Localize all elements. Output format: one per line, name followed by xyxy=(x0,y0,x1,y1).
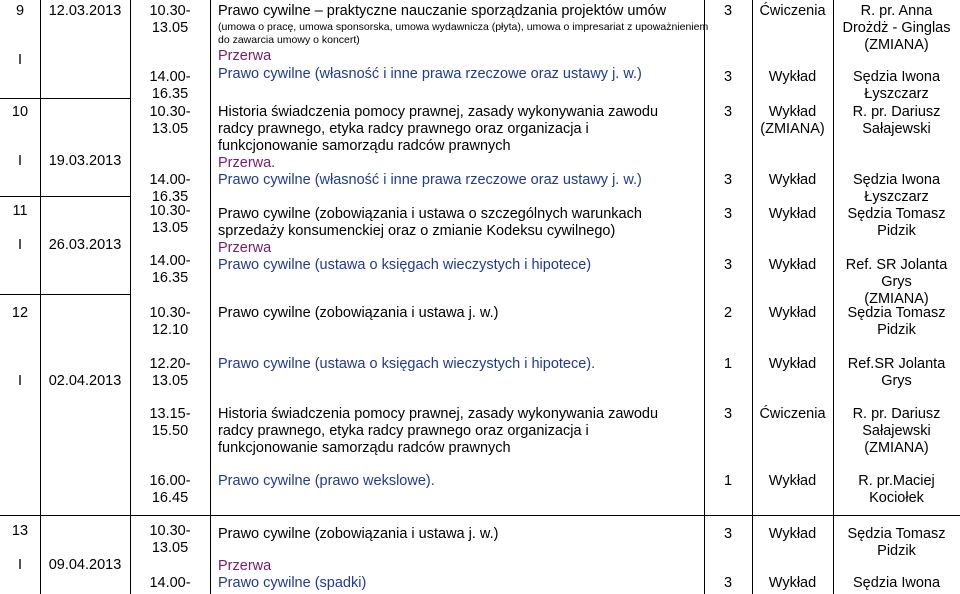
time-start: 10.30- xyxy=(149,3,191,19)
time-start: 12.20- xyxy=(149,356,191,372)
time-start: 14.00- xyxy=(149,69,191,85)
time-start: 14.00- xyxy=(149,575,191,591)
subject-line: radcy prawnego, etyka radcy prawnego oraz organizacja i xyxy=(218,121,589,137)
hours-count: 3 xyxy=(723,172,733,188)
lecturer-name: Sędzia Tomasz xyxy=(847,526,946,542)
lecturer-name: Kociołek xyxy=(869,490,924,506)
hours-count: 3 xyxy=(723,3,733,19)
session-date: 12.03.2013 xyxy=(48,3,122,19)
week-roman: I xyxy=(17,52,23,68)
hours-count: 1 xyxy=(723,356,733,372)
lecturer-name: R. pr.Maciej xyxy=(858,473,935,489)
week-number: 13 xyxy=(11,523,29,539)
week-roman: I xyxy=(17,557,23,573)
time-end: 13.05 xyxy=(151,373,189,389)
time-end: 12.10 xyxy=(151,322,189,338)
lecturer-name: Sędzia Tomasz xyxy=(847,305,946,321)
session-date: 19.03.2013 xyxy=(48,153,122,169)
lecturer-name: Sałajewski xyxy=(862,423,931,439)
session-date: 02.04.2013 xyxy=(48,373,122,389)
class-type: Wykład xyxy=(768,206,817,222)
hours-count: 3 xyxy=(723,257,733,273)
class-type: Wykład xyxy=(768,305,817,321)
time-start: 16.00- xyxy=(149,473,191,489)
hours-count: 3 xyxy=(723,69,733,85)
hours-count: 3 xyxy=(723,406,733,422)
class-type: Wykład xyxy=(768,526,817,542)
lecturer-name: Sałajewski xyxy=(862,121,931,137)
week-roman: I xyxy=(17,237,23,253)
week-roman: I xyxy=(17,373,23,389)
class-type: Wykład xyxy=(768,257,817,273)
class-type: Wykład xyxy=(768,575,817,591)
lecturer-name: Pidzik xyxy=(877,322,916,338)
session-date: 09.04.2013 xyxy=(48,557,122,573)
lecturer-name: R. pr. Dariusz xyxy=(852,104,941,120)
change-note: (ZMIANA) xyxy=(864,440,929,456)
row-divider xyxy=(0,98,130,99)
break-label: Przerwa xyxy=(218,558,272,574)
hours-count: 3 xyxy=(723,104,733,120)
time-end: 16.35 xyxy=(151,270,189,286)
time-start: 14.00- xyxy=(149,253,191,269)
class-type: Ćwiczenia xyxy=(759,406,826,422)
time-end: 13.05 xyxy=(151,540,189,556)
class-type: Wykład xyxy=(768,356,817,372)
lecturer-name: Ref.SR Jolanta xyxy=(847,356,946,372)
change-note: (ZMIANA) xyxy=(864,37,929,53)
week-number: 10 xyxy=(11,104,29,120)
subject-line: Historia świadczenia pomocy prawnej, zasady wykonywania zawodu xyxy=(218,104,659,120)
week-roman: I xyxy=(17,153,23,169)
subject-line: funkcjonowanie samorządu radców prawnych xyxy=(218,138,511,154)
subject-line: Prawo cywilne (własność i inne prawa rzeczowe oraz ustawy j. w.) xyxy=(218,172,642,188)
subject-line: sprzedaży konsumenckiej oraz o zmianie Kodeksu cywilnego) xyxy=(218,223,616,239)
row-divider xyxy=(0,515,960,516)
time-start: 14.00- xyxy=(149,172,191,188)
column-divider xyxy=(752,0,753,594)
lecturer-name: Łyszczarz xyxy=(864,86,929,102)
time-end: 13.05 xyxy=(151,220,189,236)
subject-line: Historia świadczenia pomocy prawnej, zasady wykonywania zawodu xyxy=(218,406,659,422)
week-number: 12 xyxy=(11,305,29,321)
break-label: Przerwa xyxy=(218,48,272,64)
row-divider xyxy=(0,196,130,197)
subject-note: do zawarcia umowy o koncert) xyxy=(218,34,360,46)
time-start: 10.30- xyxy=(149,104,191,120)
lecturer-name: R. pr. Anna xyxy=(860,3,933,19)
subject-line: radcy prawnego, etyka radcy prawnego oraz organizacja i xyxy=(218,423,589,439)
hours-count: 2 xyxy=(723,305,733,321)
change-note: (ZMIANA) xyxy=(864,291,929,307)
class-type: Wykład xyxy=(768,473,817,489)
lecturer-name: Sędzia Tomasz xyxy=(847,206,946,222)
class-type: Wykład xyxy=(768,69,817,85)
hours-count: 1 xyxy=(723,473,733,489)
hours-count: 3 xyxy=(723,206,733,222)
subject-line: Prawo cywilne (zobowiązania i ustawa j. w.) xyxy=(218,305,499,321)
lecturer-name: R. pr. Dariusz xyxy=(852,406,941,422)
lecturer-name: Drożdż - Ginglas xyxy=(842,20,951,36)
subject-line: Prawo cywilne (zobowiązania i ustawa o szczególnych warunkach xyxy=(218,206,642,222)
time-end: 16.45 xyxy=(151,490,189,506)
lecturer-name: Grys xyxy=(881,274,912,290)
subject-line: Prawo cywilne (spadki) xyxy=(218,575,367,591)
time-end: 13.05 xyxy=(151,20,189,36)
class-type: Wykład xyxy=(768,172,817,188)
class-type: Ćwiczenia xyxy=(759,3,826,19)
subject-note: (umowa o pracę, umowa sponsorska, umowa wydawnicza (płyta), umowa o impresariat z upoważnieniem xyxy=(218,21,709,33)
row-divider xyxy=(0,294,130,295)
subject-line: funkcjonowanie samorządu radców prawnych xyxy=(218,440,511,456)
lecturer-name: Sędzia Iwona xyxy=(852,69,941,85)
lecturer-name: Łyszczarz xyxy=(864,189,929,205)
lecturer-name: Ref. SR Jolanta xyxy=(845,257,948,273)
hours-count: 3 xyxy=(723,526,733,542)
lecturer-name: Sędzia Iwona xyxy=(852,575,941,591)
time-start: 13.15- xyxy=(149,406,191,422)
time-start: 10.30- xyxy=(149,305,191,321)
subject-line: Prawo cywilne (ustawa o księgach wieczystych i hipotece) xyxy=(218,257,592,273)
break-label: Przerwa xyxy=(218,240,272,256)
time-start: 10.30- xyxy=(149,203,191,219)
subject-line: Prawo cywilne (prawo wekslowe). xyxy=(218,473,435,489)
lecturer-name: Grys xyxy=(881,373,912,389)
break-label: Przerwa. xyxy=(218,155,276,171)
hours-count: 3 xyxy=(723,575,733,591)
subject-line: Prawo cywilne (zobowiązania i ustawa j. w.) xyxy=(218,526,499,542)
subject-line: Prawo cywilne (ustawa o księgach wieczystych i hipotece). xyxy=(218,356,596,372)
subject-line: Prawo cywilne – praktyczne nauczanie sporządzania projektów umów xyxy=(218,3,667,19)
subject-line: Prawo cywilne (własność i inne prawa rzeczowe oraz ustawy j. w.) xyxy=(218,66,642,82)
lecturer-name: Sędzia Iwona xyxy=(852,172,941,188)
time-end: 16.35 xyxy=(151,86,189,102)
column-divider xyxy=(210,0,211,594)
change-note: (ZMIANA) xyxy=(760,121,825,137)
lecturer-name: Pidzik xyxy=(877,543,916,559)
lecturer-name: Pidzik xyxy=(877,223,916,239)
time-end: 16.35 xyxy=(151,189,189,205)
time-end: 13.05 xyxy=(151,121,189,137)
class-type: Wykład xyxy=(768,104,817,120)
column-divider xyxy=(40,0,41,594)
week-number: 11 xyxy=(12,203,28,219)
week-number: 9 xyxy=(15,3,25,19)
time-end: 15.50 xyxy=(151,423,189,439)
time-start: 10.30- xyxy=(149,523,191,539)
session-date: 26.03.2013 xyxy=(48,237,122,253)
column-divider xyxy=(704,0,705,594)
